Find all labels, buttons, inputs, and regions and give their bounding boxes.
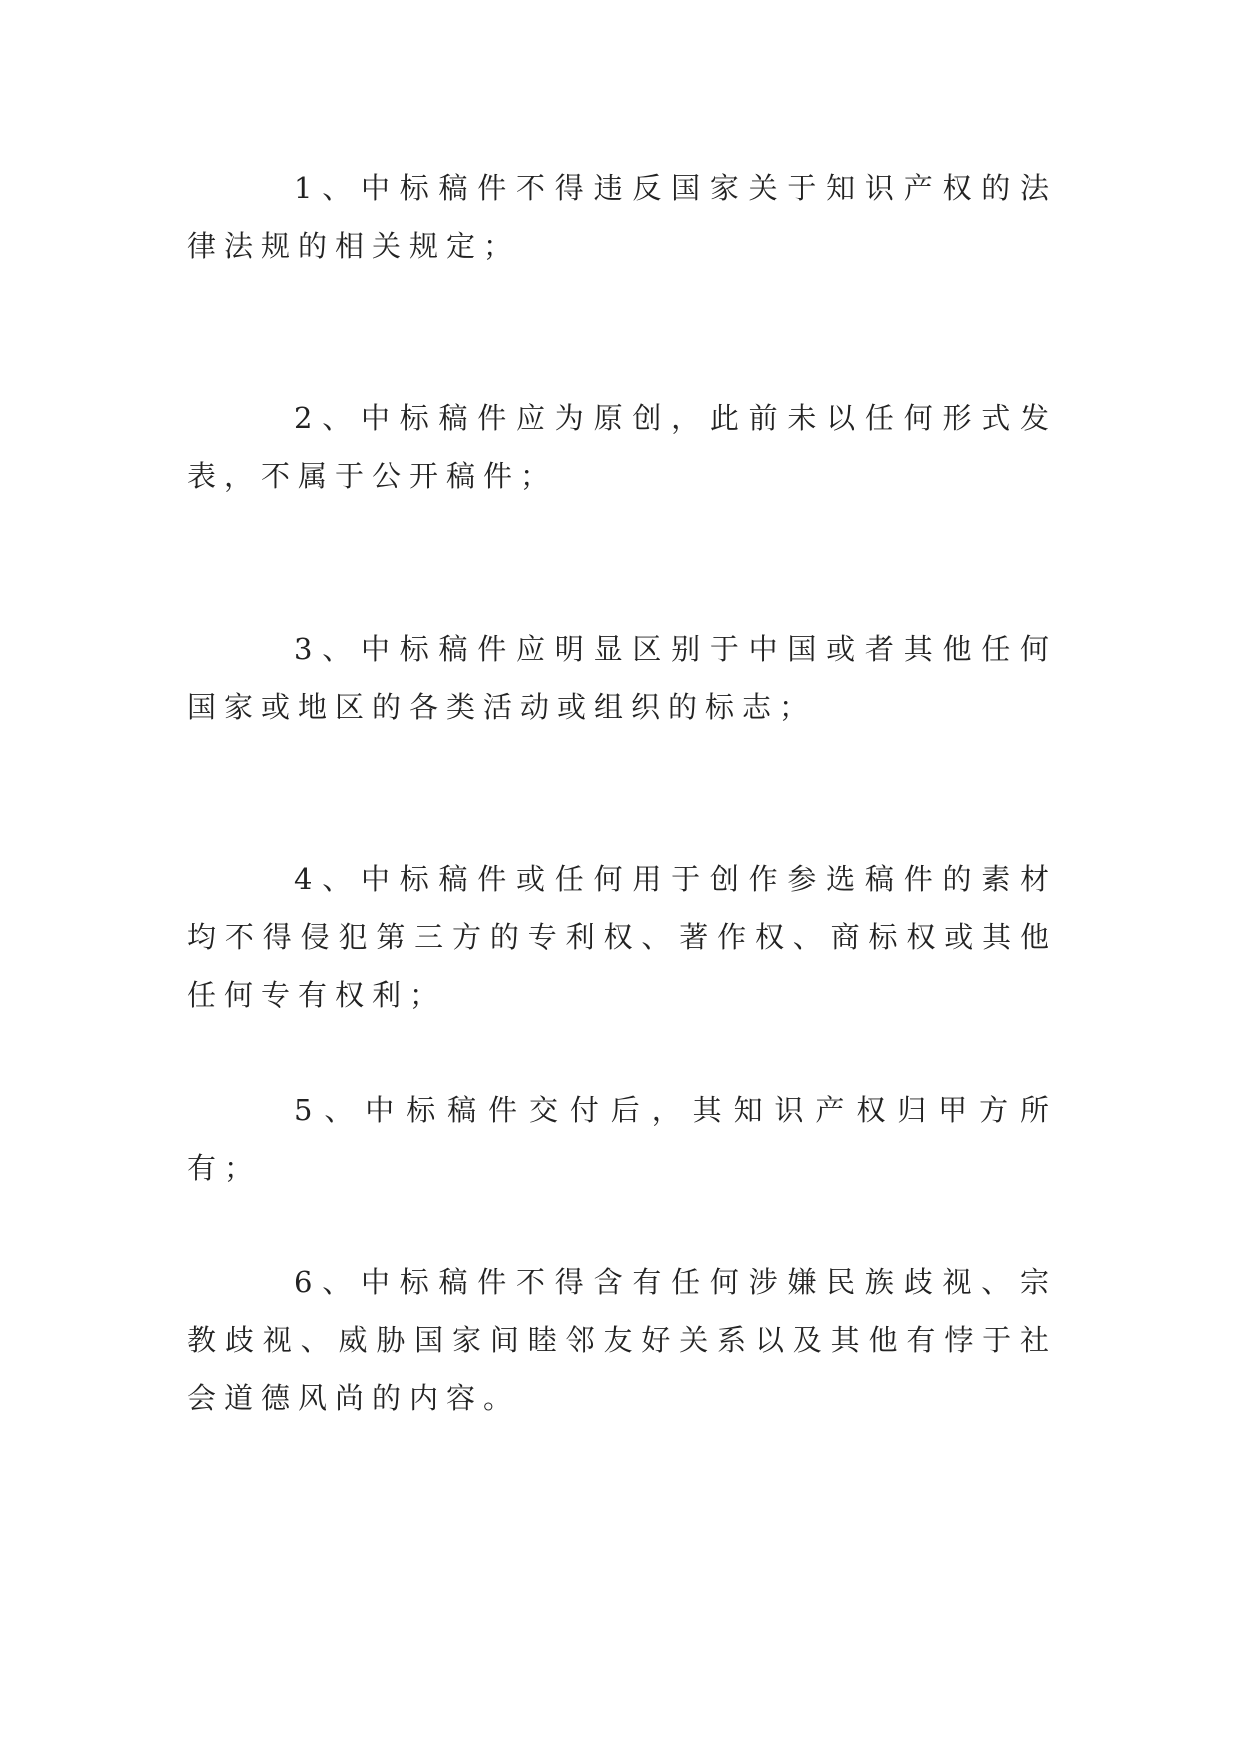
clause-4: 4、中标稿件或任何用于创作参选稿件的素材均不得侵犯第三方的专利权、著作权、商标权或其他任何专有权利； (187, 862, 1057, 1012)
clause-1: 1、中标稿件不得违反国家关于知识产权的法律法规的相关规定； (187, 171, 1057, 263)
clause-3: 3、中标稿件应明显区别于中国或者其他任何国家或地区的各类活动或组织的标志； (187, 632, 1057, 724)
clause-5: 5、中标稿件交付后，其知识产权归甲方所有； (187, 1093, 1057, 1185)
clause-6: 6、中标稿件不得含有任何涉嫌民族歧视、宗教歧视、威胁国家间睦邻友好关系以及其他有悖于社会道德风尚的内容。 (187, 1265, 1057, 1415)
clause-2: 2、中标稿件应为原创，此前未以任何形式发表，不属于公开稿件； (187, 401, 1057, 493)
